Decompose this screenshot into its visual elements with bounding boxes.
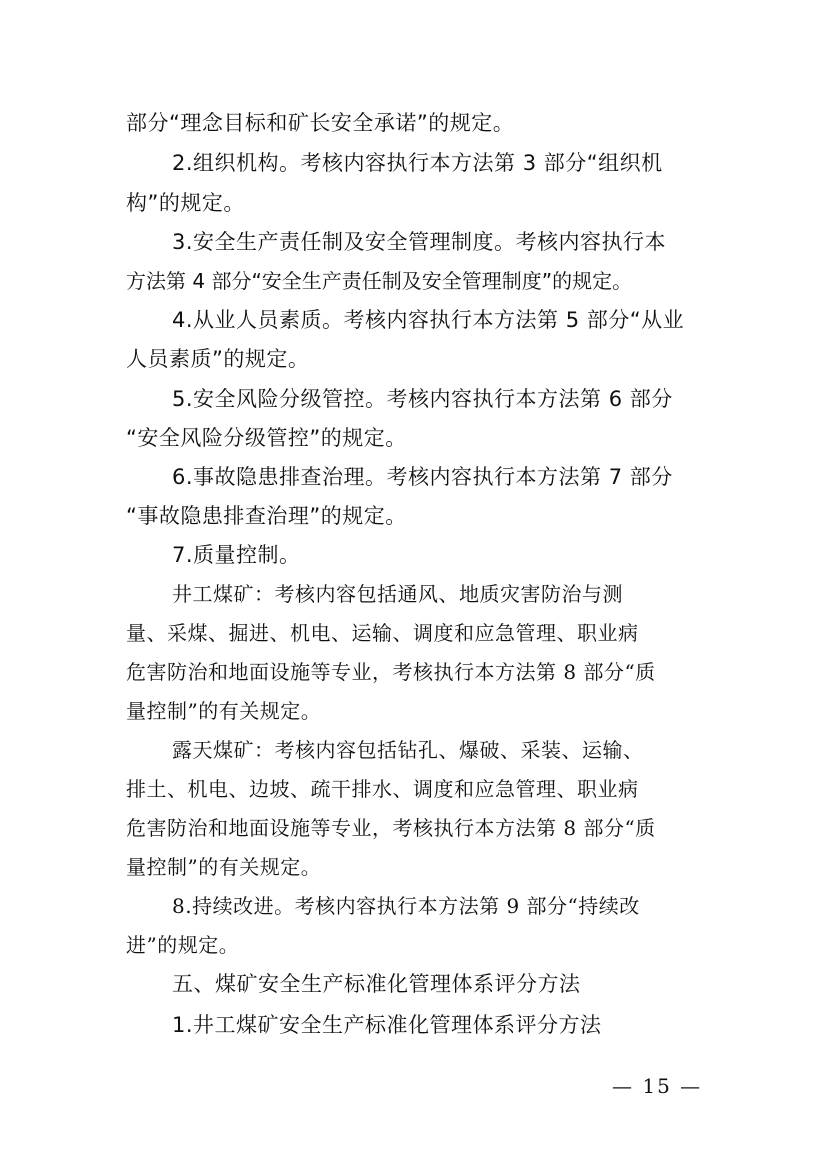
text-line: 人员素质”的规定。 bbox=[126, 347, 310, 371]
text-line: 2.组织机构。考核内容执行本方法第 3 部分“组织机 bbox=[172, 151, 663, 175]
section-heading: 五、煤矿安全生产标准化管理体系评分方法 bbox=[172, 972, 581, 996]
subsection-heading: 1.井工煤矿安全生产标准化管理体系评分方法 bbox=[172, 1013, 602, 1037]
text-line: 4.从业人员素质。考核内容执行本方法第 5 部分“从业 bbox=[172, 308, 685, 332]
text-line: 危害防治和地面设施等专业，考核执行本方法第 8 部分“质 bbox=[126, 660, 656, 684]
text-line: 量、采煤、掘进、机电、运输、调度和应急管理、职业病 bbox=[126, 621, 639, 645]
text-line: “事故隐患排查治理”的规定。 bbox=[126, 504, 407, 528]
text-line: 量控制”的有关规定。 bbox=[126, 855, 322, 879]
page-number: — 15 — bbox=[612, 1074, 703, 1098]
text-line: 3.安全生产责任制及安全管理制度。考核内容执行本 bbox=[172, 230, 667, 254]
text-line: 5.安全风险分级管控。考核内容执行本方法第 6 部分 bbox=[172, 387, 673, 411]
text-line: 井工煤矿：考核内容包括通风、地质灾害防治与测 bbox=[172, 582, 623, 606]
text-line: 量控制”的有关规定。 bbox=[126, 699, 322, 723]
text-line: 7.质量控制。 bbox=[172, 543, 301, 567]
text-line: 危害防治和地面设施等专业，考核执行本方法第 8 部分“质 bbox=[126, 816, 656, 840]
text-line: 构”的规定。 bbox=[126, 191, 245, 215]
text-line: “安全风险分级管控”的规定。 bbox=[126, 426, 407, 450]
text-line: 方法第 4 部分“安全生产责任制及安全管理制度”的规定。 bbox=[126, 269, 633, 293]
text-line: 8.持续改进。考核内容执行本方法第 9 部分“持续改 bbox=[172, 894, 640, 918]
text-line: 排土、机电、边坡、疏干排水、调度和应急管理、职业病 bbox=[126, 777, 639, 801]
text-line: 6.事故隐患排查治理。考核内容执行本方法第 7 部分 bbox=[172, 465, 673, 489]
text-line: 进”的规定。 bbox=[126, 933, 240, 957]
text-line: 部分“理念目标和矿长安全承诺”的规定。 bbox=[126, 111, 515, 135]
text-line: 露天煤矿：考核内容包括钻孔、爆破、采装、运输、 bbox=[172, 738, 644, 762]
